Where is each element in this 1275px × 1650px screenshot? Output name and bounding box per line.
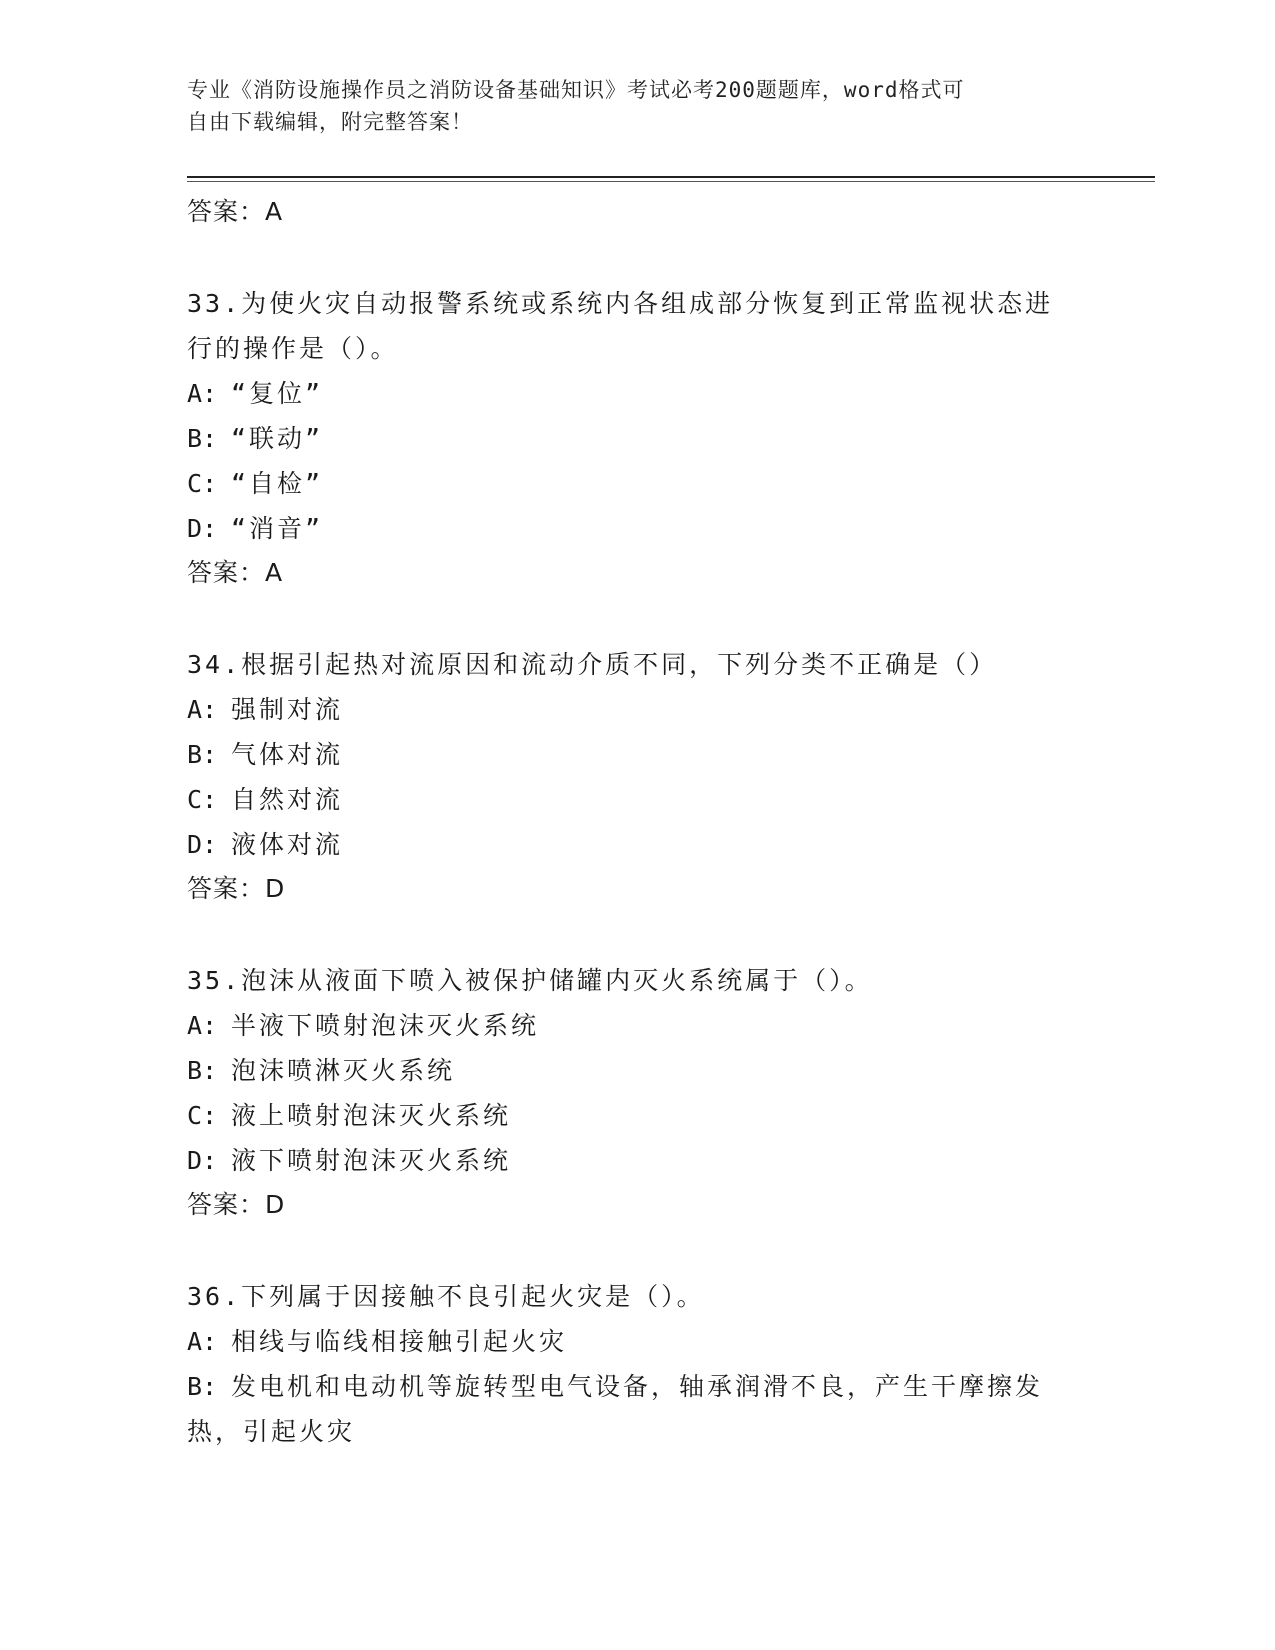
option-text: 半液下喷射泡沫灭火系统 (231, 1011, 540, 1040)
answer-35: 答案：D (187, 1190, 286, 1219)
option-letter: C: (187, 785, 218, 814)
question-36-option-a (187, 1319, 1087, 1364)
question-35-option-b (187, 1048, 1087, 1093)
option-text: 气体对流 (231, 740, 344, 769)
question-33-option-b (187, 416, 1087, 461)
answer-32: 答案：A (187, 197, 284, 226)
question-35-option-a (187, 1003, 1087, 1048)
option-letter: A: (187, 695, 218, 724)
option-text: “复位” (231, 379, 324, 408)
question-34-option-c (187, 777, 1087, 822)
option-text: 自然对流 (231, 785, 344, 814)
question-35-text-line-1: 35.泡沫从液面下喷入被保护储罐内灭火系统属于（）。 (187, 966, 873, 995)
option-letter: B: (187, 1372, 218, 1401)
document-header (187, 74, 1087, 138)
question-35-option-c (187, 1093, 1087, 1138)
option-letter: D: (187, 514, 218, 543)
option-letter: C: (187, 1101, 218, 1130)
option-text: “消音” (231, 514, 324, 543)
question-35-option-d (187, 1138, 1087, 1183)
answer-34: 答案：D (187, 874, 286, 903)
question-34-option-d (187, 822, 1087, 867)
question-34-option-b (187, 732, 1087, 777)
header-divider-thin (187, 181, 1155, 182)
answer-33: 答案：A (187, 558, 284, 587)
header-divider-thick (187, 176, 1155, 178)
question-34-text-line-1: 34.根据引起热对流原因和流动介质不同，下列分类不正确是（） (187, 650, 998, 679)
header-line-1: 专业《消防设施操作员之消防设备基础知识》考试必考200题题库，word格式可 (187, 78, 965, 102)
option-text: “联动” (231, 424, 324, 453)
option-letter: B: (187, 424, 218, 453)
question-36-option-b-continued: 热，引起火灾 (187, 1417, 356, 1446)
option-text: 液下喷射泡沫灭火系统 (231, 1146, 512, 1175)
option-text: 强制对流 (231, 695, 344, 724)
option-letter: B: (187, 1056, 218, 1085)
option-text: 发电机和电动机等旋转型电气设备，轴承润滑不良，产生干摩擦发 (231, 1372, 1044, 1401)
option-letter: A: (187, 1327, 218, 1356)
option-text: 泡沫喷淋灭火系统 (231, 1056, 456, 1085)
option-letter: D: (187, 1146, 218, 1175)
option-text: “自检” (231, 469, 324, 498)
option-letter: A: (187, 379, 218, 408)
option-letter: D: (187, 830, 218, 859)
option-text: 液体对流 (231, 830, 344, 859)
question-33-text-line-1: 33.为使火灾自动报警系统或系统内各组成部分恢复到正常监视状态进 (187, 289, 1054, 318)
question-34-option-a (187, 687, 1087, 732)
question-33 (187, 281, 1087, 595)
question-33-option-d (187, 506, 1087, 551)
option-text: 液上喷射泡沫灭火系统 (231, 1101, 512, 1130)
question-34 (187, 642, 1087, 911)
question-33-option-c (187, 461, 1087, 506)
question-33-option-a (187, 371, 1087, 416)
question-35 (187, 958, 1087, 1227)
option-letter: A: (187, 1011, 218, 1040)
option-letter: C: (187, 469, 218, 498)
question-36 (187, 1274, 1087, 1454)
question-list (187, 190, 1087, 1454)
question-36-option-b (187, 1364, 1087, 1409)
option-letter: B: (187, 740, 218, 769)
header-line-2: 自由下载编辑，附完整答案！ (187, 110, 473, 134)
option-text: 相线与临线相接触引起火灾 (231, 1327, 568, 1356)
question-33-text-line-2: 行的操作是（）。 (187, 334, 399, 363)
question-36-text-line-1: 36.下列属于因接触不良引起火灾是（）。 (187, 1282, 705, 1311)
